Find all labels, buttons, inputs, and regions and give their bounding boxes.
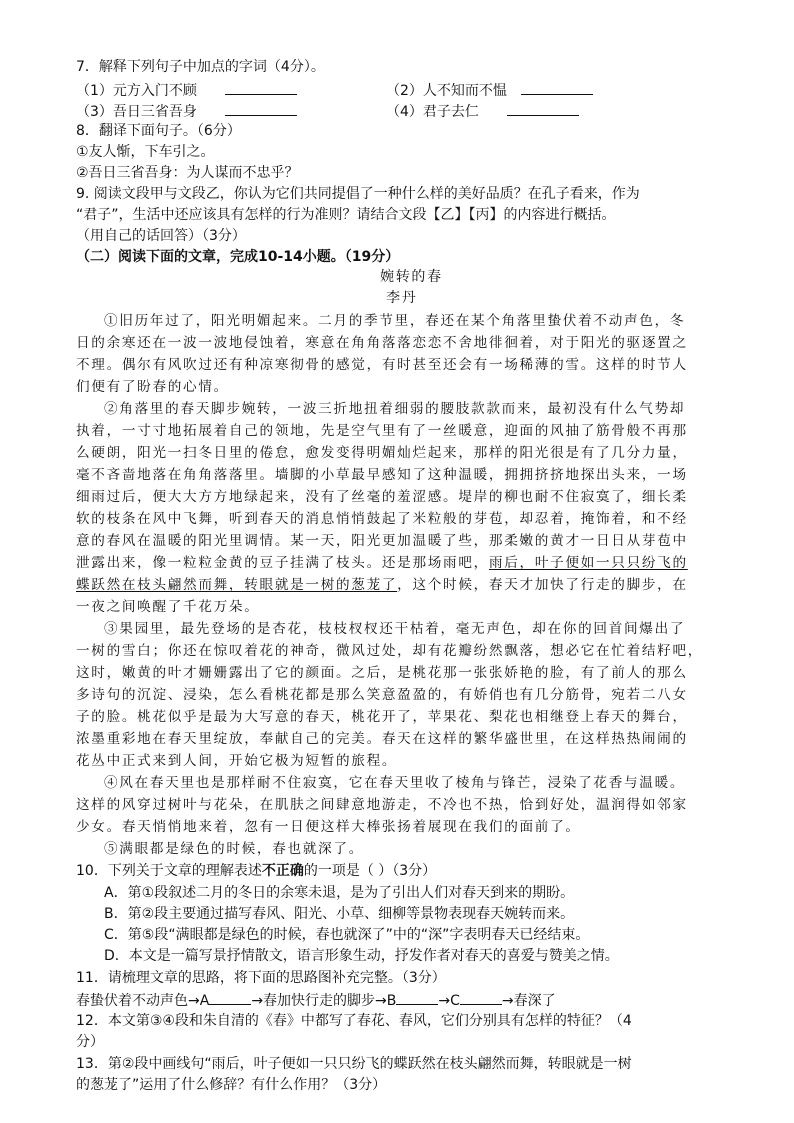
p3-line: ③果园里，最先登场的是杏花，枝枝杈杈还干枯着，毫无声色，却在你的回首间爆出了 <box>104 621 686 637</box>
p2-line: 细雨过后，便大大方方地绿起来，没有了丝毫的羞涩感。堤岸的柳也耐不住寂寞了，细长柔 <box>76 489 688 505</box>
q13-line-2: 的葱茏了”运用了什么修辞？有什么作用？（3分） <box>76 1077 387 1093</box>
p2-line: 么硬朗，阳光一扫冬日里的倦怠，愈发变得明媚灿烂起来，那样的阳光很是有了几分力量， <box>76 445 688 461</box>
q10-option-d: D．本文是一篇写景抒情散文，语言形象生动，抒发作者对春天的喜爱与赞美之情。 <box>104 948 619 964</box>
q7-item-2: （2）人不知而不愠 <box>386 80 593 101</box>
p1-line: 们便有了盼春的心情。 <box>76 379 229 395</box>
p2-line: 执着，一寸寸地拓展着自己的领地，先是空气里有了一丝暖意，迎面的风抽了筋骨般不再那 <box>76 423 688 439</box>
q10-option-c: C．第⑤段“满眼都是绿色的时候，春也就深了”中的“深”字表明春天已经结束。 <box>104 927 590 943</box>
answer-blank[interactable] <box>460 990 502 1005</box>
answer-blank[interactable] <box>521 80 593 95</box>
q13-line-1: 13．第②段中画线句“雨后，叶子便如一只只纷飞的蝶跃然在枝头翩然而舞，转眼就是一树 <box>76 1056 632 1072</box>
answer-blank[interactable] <box>396 990 438 1005</box>
q12-line-2: 分） <box>76 1034 104 1050</box>
p3-line: 一树的雪白；你还在惊叹着花的神奇，微风过处，却有花瓣纷然飘落，想必它在忙着结籽吧， <box>76 643 704 659</box>
q12-line-1: 12．本文第③④段和朱自清的《春》中都写了春花、春风，它们分别具有怎样的特征？（4 <box>76 1013 632 1029</box>
answer-blank[interactable] <box>507 101 579 116</box>
p3-line: 这时，嫩黄的叶才姗姗露出了它的颜面。之后，是桃花那一张张娇艳的脸，有了前人的那么 <box>76 665 688 681</box>
p5-line: ⑤满眼都是绿色的时候，春也就深了。 <box>104 841 364 857</box>
p2-line: ②角落里的春天脚步婉转，一波三折地扭着细弱的腰肢款款而来，最初没有什么气势却 <box>104 401 686 417</box>
p4-line: 这样的风穿过树叶与花朵，在肌肤之间肆意地游走，不冷也不热，恰到好处，温润得如邻家 <box>76 797 688 813</box>
p3-line: 子的脸。桃花似乎是最为大写意的春天，桃花开了，苹果花、梨花也相继登上春天的舞台， <box>76 709 688 725</box>
section-heading: （二）阅读下面的文章，完成10-14小题。（19分） <box>76 249 400 265</box>
q7-item-4: （4）君子去仁 <box>386 101 579 122</box>
q9-line-3: （用自己的话回答）（3分） <box>76 228 246 244</box>
q9-line-1: 9. 阅读文段甲与文段乙，你认为它们共同提倡了一种什么样的美好品质？在孔子看来，作为 <box>76 186 640 202</box>
q11-flow: 春蛰伏着不动声色→A →春加快行走的脚步→B →C →春深了 <box>76 990 556 1011</box>
q8-stem: 8．翻译下面句子。（6分） <box>76 123 241 139</box>
p1-line: 不理。偶尔有风吹过还有种凉寒彻骨的感觉，有时甚至还会有一场稀薄的雪。这样的时节人 <box>76 357 688 373</box>
underlined-sentence: 雨后，叶子便如一只只纷飞的 <box>488 555 688 571</box>
p2-line: 毫不吝啬地落在角角落落里。墙脚的小草最早感知了这种温暖，拥拥挤挤地探出头来，一场 <box>76 467 688 483</box>
answer-blank[interactable] <box>225 80 297 95</box>
p3-line: 浓墨重彩地在春天里绽放，奉献自己的完美。春天在这样的繁华盛世里，在这样热热闹闹的 <box>76 731 688 747</box>
answer-blank[interactable] <box>225 101 297 116</box>
p4-line: 少女。春天悄悄地来着，忽有一日便这样大棒张扬着展现在我们的面前了。 <box>76 819 581 835</box>
p1-line: ①旧历年过了，阳光明媚起来。二月的季节里，春还在某个角落里蛰伏着不动声色，冬 <box>104 313 686 329</box>
q8-item-1: ①友人惭，下车引之。 <box>76 144 215 160</box>
p3-line: 花丛中正式来到人间，开始它极为短暂的旅程。 <box>76 753 398 769</box>
answer-blank[interactable] <box>209 990 251 1005</box>
p2-line: 意的春风在温暖的阳光里调情。某一天，阳光更加温暖了些，那柔嫩的黄才一日日从芽苞中 <box>76 533 688 549</box>
p2-line: 一夜之间唤醒了千花万朵。 <box>76 599 260 615</box>
q7-item-3: （3）吾日三省吾身 <box>76 101 297 122</box>
article-author: 李丹 <box>386 290 418 306</box>
q7-item-1: （1）元方入门不顾 <box>76 80 297 101</box>
q10-option-b: B．第②段主要通过描写春风、阳光、小草、细柳等景物表现春天婉转而来。 <box>104 906 575 922</box>
p2-line: 泄露出来，像一粒粒金黄的豆子挂满了枝头。还是那场雨吧，雨后，叶子便如一只只纷飞的 <box>76 555 688 571</box>
p2-line: 软的枝条在风中飞舞，听到春天的消息悄悄鼓起了米粒般的芽苞，却忍着，掩饰着，和不经 <box>76 511 688 527</box>
q11-stem: 11．请梳理文章的思路，将下面的思路图补充完整。（3分） <box>76 970 446 986</box>
article-title: 婉转的春 <box>380 269 443 285</box>
q9-line-2: “君子”，生活中还应该具有怎样的行为准则？请结合文段【乙】【丙】的内容进行概括。 <box>76 207 616 223</box>
p2-line: 蝶跃然在枝头翩然而舞，转眼就是一树的葱茏了，这个时候，春天才加快了行走的脚步，在 <box>76 577 688 593</box>
q10-stem: 10．下列关于文章的理解表述不正确的一项是（ ）（3分） <box>76 863 437 879</box>
q10-option-a: A．第①段叙述二月的冬日的余寒未退，是为了引出人们对春天到来的期盼。 <box>104 885 575 901</box>
p1-line: 日的余寒还在一波一波地侵蚀着，寒意在角角落落恋恋不舍地徘徊着，对于阳光的驱逐置之 <box>76 335 688 351</box>
underlined-sentence: 蝶跃然在枝头翩然而舞，转眼就是一树的葱茏了 <box>76 577 398 593</box>
q7-stem: 7．解释下列句子中加点的字词（4分）。 <box>76 59 325 75</box>
p4-line: ④风在春天里也是那样耐不住寂寞，它在春天里收了棱角与锋芒，浸染了花香与温暖。 <box>104 775 686 791</box>
q8-item-2: ②吾日三省吾身：为人谋而不忠乎？ <box>76 165 299 181</box>
p3-line: 多诗句的沉淀、浸染，怎么看桃花都是那么笑意盈盈的，有娇俏也有几分筋骨，宛若二八女 <box>76 687 688 703</box>
